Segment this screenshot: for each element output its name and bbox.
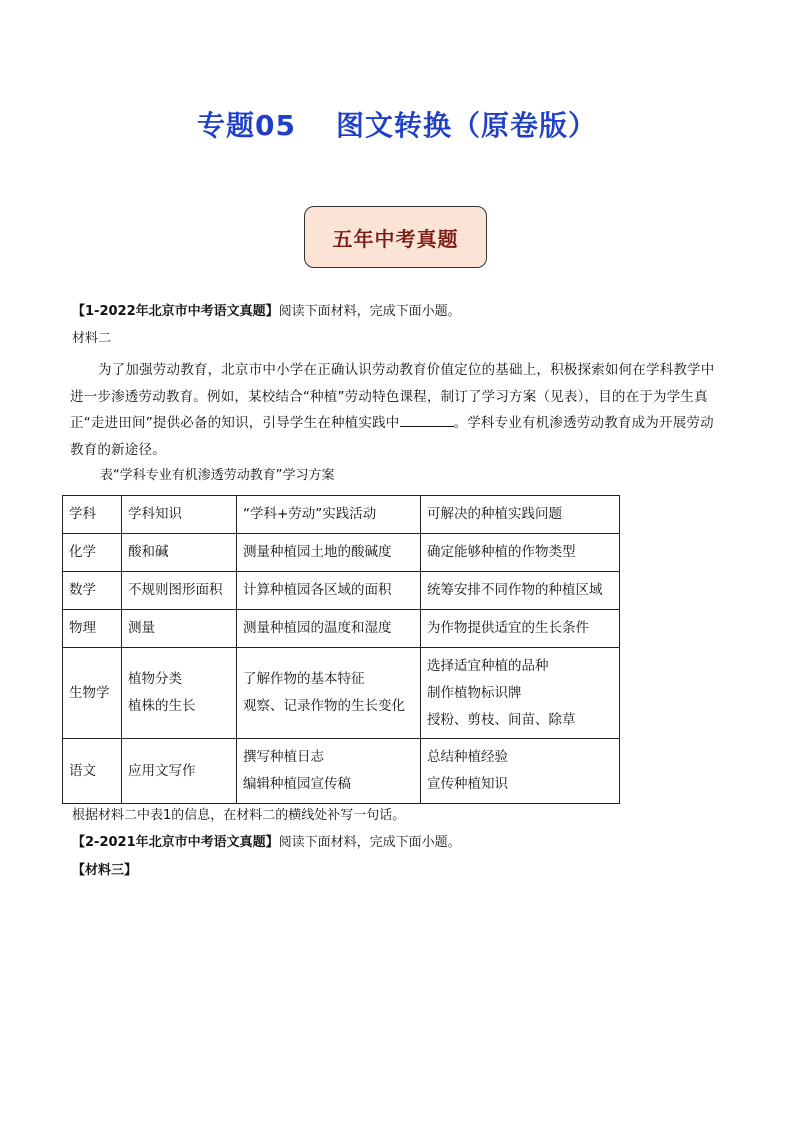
q2-instruction: 阅读下面材料，完成下面小题。 [278, 835, 461, 850]
table-header-row [63, 496, 620, 534]
table-row [63, 534, 620, 572]
activity-cell: 计算种植园各区域的面积 [237, 572, 421, 610]
table-row [63, 739, 620, 804]
activity-cell [237, 739, 421, 804]
knowledge-cell: 不规则图形面积 [122, 572, 237, 610]
knowledge-cell: 应用文写作 [122, 739, 237, 804]
problem-cell: 统筹安排不同作物的种植区域 [421, 572, 620, 610]
problem-cell: 确定能够种植的作物类型 [421, 534, 620, 572]
header-cell: “学科+劳动”实践活动 [237, 496, 421, 534]
q2-material-label: 【材料三】 [72, 863, 138, 878]
fill-in-blank[interactable] [400, 412, 454, 427]
problem-cell [421, 739, 620, 804]
title-topic-name: 图文转换（原卷版） [335, 109, 597, 142]
q1-paragraph-text-before: 为了加强劳动教育，北京市中小学在正确认识劳动教育价值定位的基础上，积极探索如何在学科教学中进一步渗透劳动教育。例如，某校结合“种植”劳动特色课程，制订了学习方案（见表），目的在于为学生真正“走进田间”提供必备的知识，引导学生在种植实践中 [70, 362, 715, 431]
activity-line: 编辑种植园宣传稿 [243, 776, 351, 792]
subject-cell: 物理 [63, 610, 122, 648]
knowledge-line: 植物分类 [128, 671, 182, 687]
q1-instruction: 阅读下面材料，完成下面小题。 [278, 304, 461, 319]
knowledge-line: 植株的生长 [128, 698, 196, 714]
table-caption: 表“学科专业有机渗透劳动教育”学习方案 [100, 468, 335, 483]
title-topic-number: 专题05 [197, 109, 296, 142]
activity-line: 观察、记录作物的生长变化 [243, 698, 405, 714]
page-title [0, 104, 794, 144]
problem-line: 总结种植经验 [427, 749, 508, 765]
problem-cell [421, 648, 620, 739]
activity-line: 撰写种植日志 [243, 749, 324, 765]
problem-line: 制作植物标识牌 [427, 684, 522, 701]
q2-source: 【2-2021年北京市中考语文真题】 [72, 835, 279, 850]
activity-line: 了解作物的基本特征 [243, 671, 365, 687]
header-cell: 学科 [63, 496, 122, 534]
subject-cell: 生物学 [63, 648, 122, 739]
q2-header [72, 833, 461, 853]
section-badge: 五年中考真题 [304, 206, 487, 268]
subject-cell: 化学 [63, 534, 122, 572]
knowledge-cell: 测量 [122, 610, 237, 648]
study-plan-table [62, 495, 620, 804]
problem-line: 授粉、剪枝、间苗、除草 [427, 711, 576, 728]
activity-cell: 测量种植园土地的酸碱度 [237, 534, 421, 572]
problem-line: 宣传种植知识 [427, 776, 508, 792]
knowledge-cell: 酸和碱 [122, 534, 237, 572]
activity-cell: 测量种植园的温度和湿度 [237, 610, 421, 648]
knowledge-cell [122, 648, 237, 739]
problem-line: 选择适宜种植的品种 [427, 657, 549, 674]
header-cell: 可解决的种植实践问题 [421, 496, 620, 534]
q1-paragraph-text-after: 。学科专业有机渗透劳动教育成为开展劳动教育的新途径。 [70, 415, 714, 458]
q1-material-label: 材料二 [72, 331, 112, 346]
table-row [63, 648, 620, 739]
q1-source: 【1-2022年北京市中考语文真题】 [72, 304, 279, 319]
subject-cell: 数学 [63, 572, 122, 610]
problem-cell: 为作物提供适宜的生长条件 [421, 610, 620, 648]
table-row [63, 572, 620, 610]
q1-paragraph [70, 357, 720, 463]
q1-header [72, 302, 461, 322]
q1-question: 根据材料二中表1的信息，在材料二的横线处补写一句话。 [72, 808, 406, 823]
subject-cell: 语文 [63, 739, 122, 804]
activity-cell [237, 648, 421, 739]
header-cell: 学科知识 [122, 496, 237, 534]
table-row [63, 610, 620, 648]
